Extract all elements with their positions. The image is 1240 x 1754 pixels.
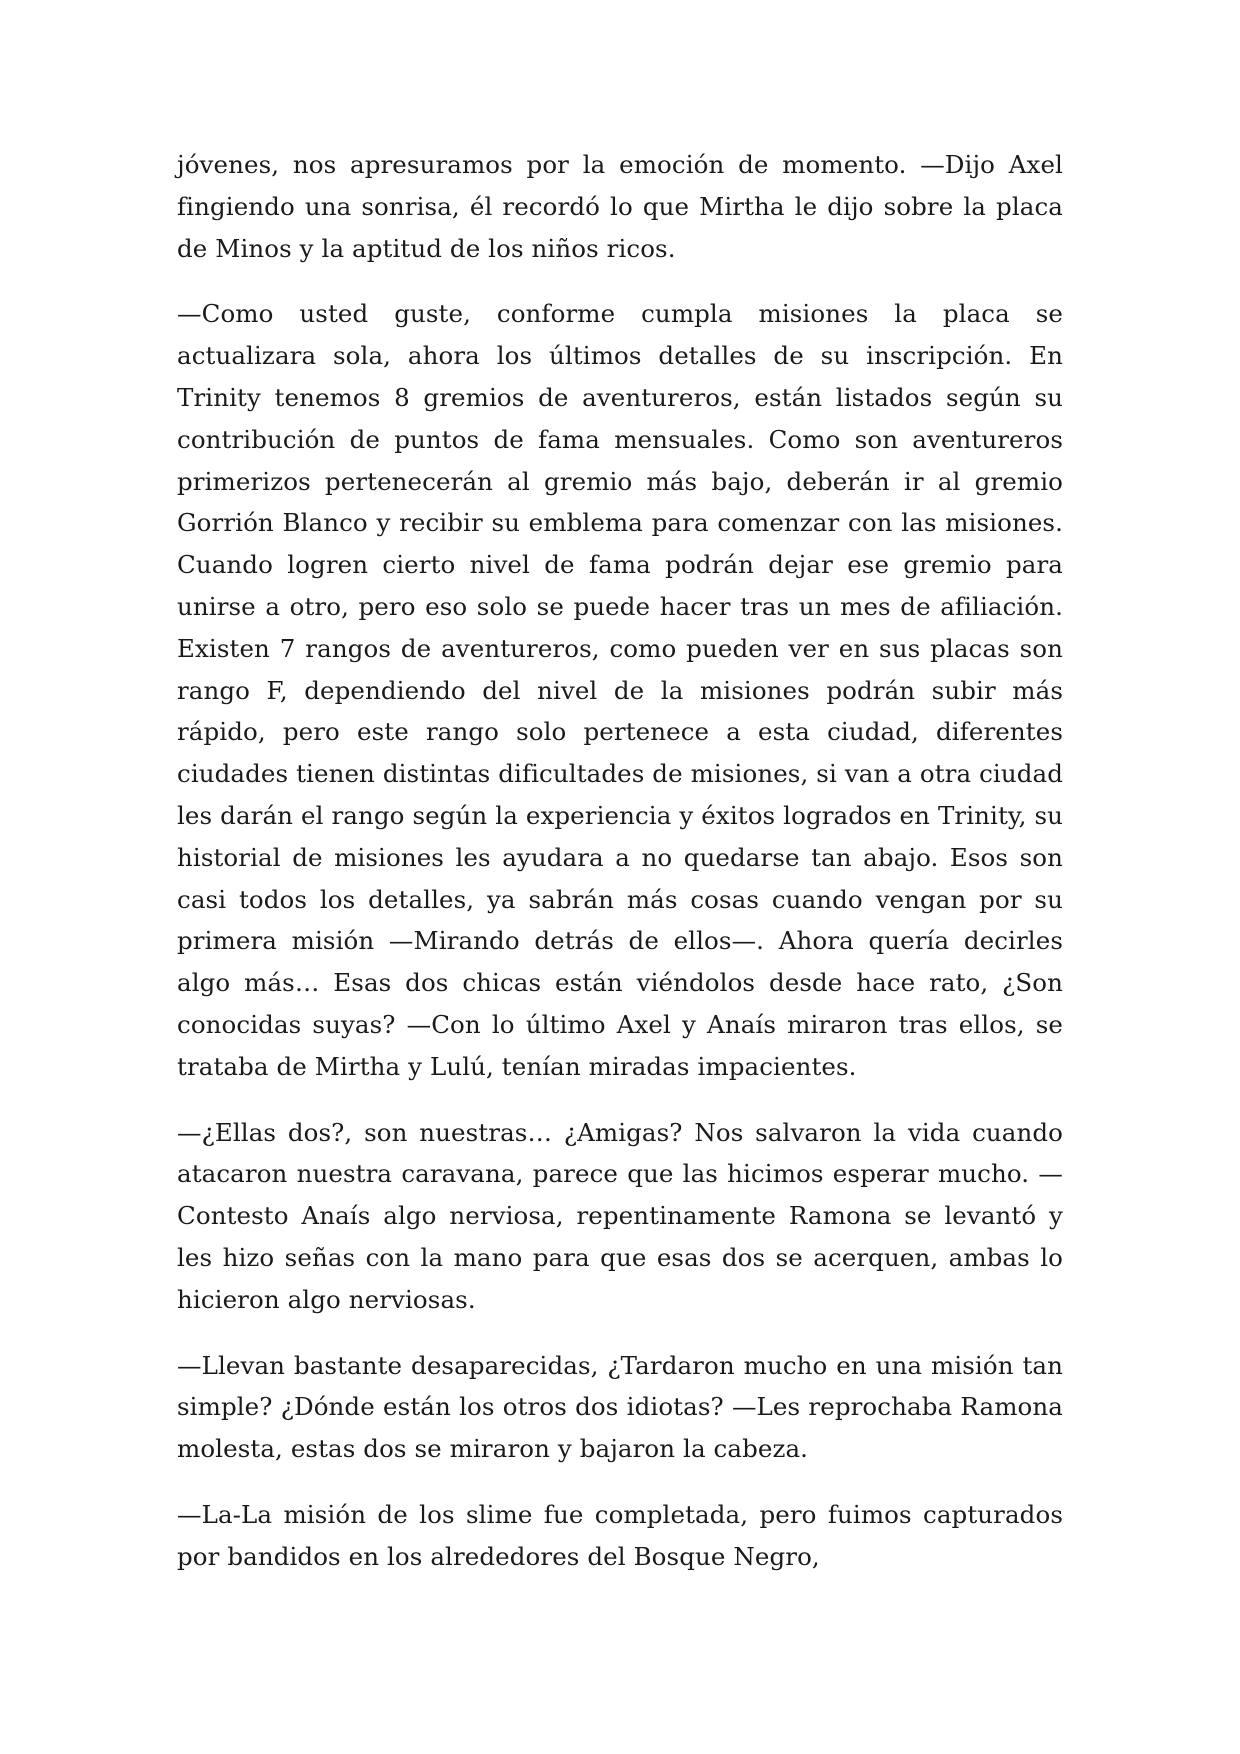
paragraph-5: —La-La misión de los slime fue completada, pero fuimos capturados por bandidos en los alrededores del Bosque Negro,	[177, 1499, 1063, 1571]
paragraph-1: jóvenes, nos apresuramos por la emoción de momento. —Dijo Axel fingiendo una sonrisa, él recordó lo que Mirtha le dijo sobre la placa de Minos y la aptitud de los niños ricos.	[177, 150, 1063, 263]
paragraph-4: —Llevan bastante desaparecidas, ¿Tardaron mucho en una misión tan simple? ¿Dónde están los otros dos idiotas? —Les reprochaba Ramona molesta, estas dos se miraron y bajaron la cabeza.	[177, 1350, 1063, 1464]
body-text	[177, 144, 1063, 1602]
paragraph-3: —¿Ellas dos?, son nuestras… ¿Amigas? Nos salvaron la vida cuando atacaron nuestra caravana, parece que las hicimos esperar mucho. —Contesto Anaís algo nerviosa, repentinamente Ramona se levantó y les hizo señas con la mano para que esas dos se acerquen, ambas lo hicieron algo nerviosas.	[177, 1117, 1063, 1314]
paragraph-2: —Como usted guste, conforme cumpla misiones la placa se actualizara sola, ahora los últimos detalles de su inscripción. En Trinity tenemos 8 gremios de aventureros, están listados según su contribución de puntos de fama mensuales. Como son aventureros primerizos pertenecerán al gremio más bajo, deberán ir al gremio Gorrión Blanco y recibir su emblema para comenzar con las misiones. Cuando logren cierto nivel de fama podrán dejar ese gremio para unirse a otro, pero eso solo se puede hacer tras un mes de afiliación. Existen 7 rangos de aventureros, como pueden ver en sus placas son rango F, dependiendo del nivel de la misiones podrán subir más rápido, pero este rango solo pertenece a esta ciudad, diferentes ciudades tienen distintas dificultades de misiones, si van a otra ciudad les darán el rango según la experiencia y éxitos logrados en Trinity, su historial de misiones les ayudara a no quedarse tan abajo. Esos son casi todos los detalles, ya sabrán más cosas cuando vengan por su primera misión —Mirando detrás de ellos—. Ahora quería decirles algo más… Esas dos chicas están viéndolos desde hace rato, ¿Son conocidas suyas? —Con lo último Axel y Anaís miraron tras ellos, se trataba de Mirtha y Lulú, tenían miradas impacientes.	[177, 299, 1063, 1081]
